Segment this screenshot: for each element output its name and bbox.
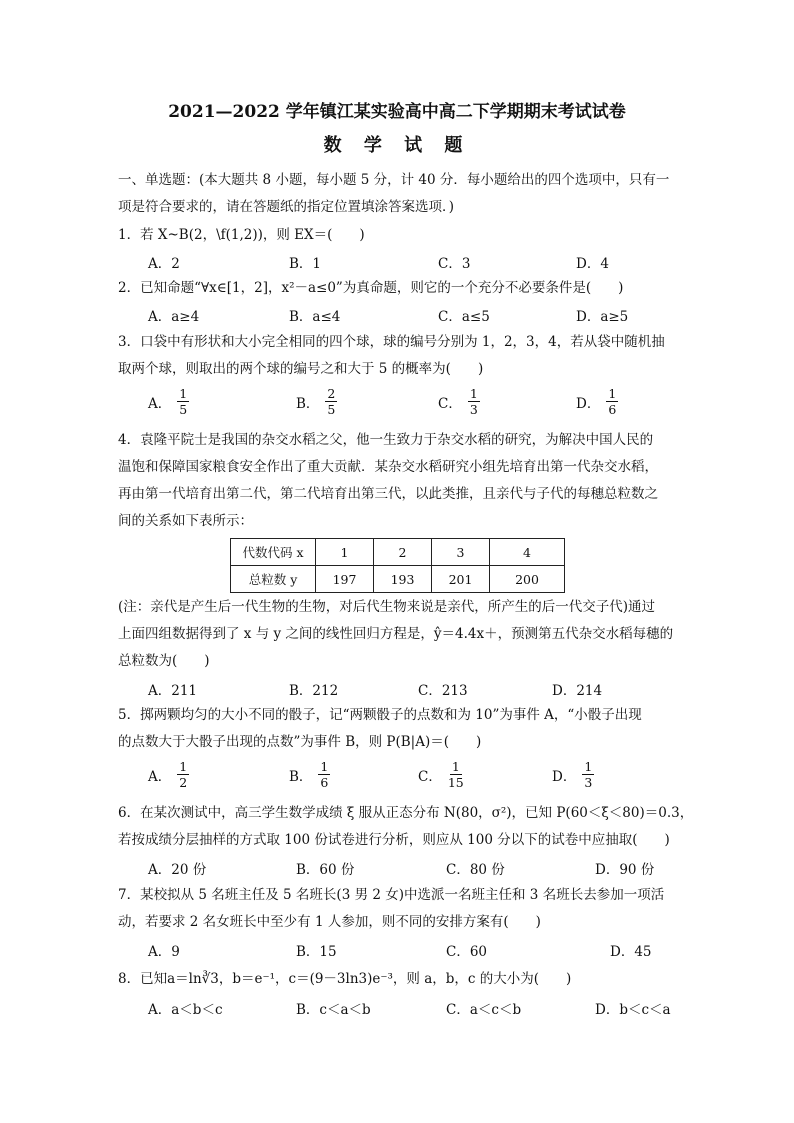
option-c: C．a＜c＜b xyxy=(446,1002,522,1018)
option-c xyxy=(438,386,480,417)
option-d: D．4 xyxy=(576,256,609,272)
fraction xyxy=(325,386,337,417)
option-a xyxy=(148,759,189,790)
data-table xyxy=(230,538,565,593)
option-a: A．a≥4 xyxy=(148,309,200,325)
denominator: 2 xyxy=(179,775,188,790)
question-4-stem: 温饱和保障国家粮食安全作出了重大贡献．某杂交水稻研究小组先培育出第一代杂交水稻， xyxy=(118,459,658,475)
denominator: 3 xyxy=(469,402,478,417)
option-a xyxy=(148,386,189,417)
option-c xyxy=(418,759,464,790)
table-cell: 1 xyxy=(316,539,374,566)
numerator: 1 xyxy=(320,759,329,774)
option-a: A．9 xyxy=(148,944,180,960)
table-cell: 201 xyxy=(432,566,490,593)
option-b: B．1 xyxy=(289,256,322,272)
table-header-cell: 代数代码 x xyxy=(231,539,316,566)
option-b: B．a≤4 xyxy=(289,309,341,325)
question-4-stem: 4．袁隆平院士是我国的杂交水稻之父，他一生致力于杂交水稻的研究，为解决中国人民的 xyxy=(118,432,654,448)
question-4-note: 上面四组数据得到了 x 与 y 之间的线性回归方程是，ŷ＝4.4x＋，预测第五代杂交水稻每穗的 xyxy=(118,626,674,642)
option-c: C．60 xyxy=(446,944,488,960)
question-4-options xyxy=(148,679,668,699)
question-3-stem: 取两个球，则取出的两个球的编号之和大于 5 的概率为( ) xyxy=(118,361,484,377)
fraction xyxy=(582,759,594,790)
option-d: D．45 xyxy=(610,944,652,960)
table-cell: 2 xyxy=(374,539,432,566)
option-d: D．b＜c＜a xyxy=(595,1002,671,1018)
question-3-stem: 3．口袋中有形状和大小完全相同的四个球，球的编号分别为 1，2，3，4，若从袋中随机抽 xyxy=(118,334,665,350)
option-label: B． xyxy=(296,395,320,412)
denominator: 6 xyxy=(608,402,617,417)
fraction xyxy=(177,759,189,790)
question-4-note: (注：亲代是产生后一代生物的生物，对后代生物来说是亲代，所产生的后一代交子代)通过 xyxy=(118,599,656,615)
question-6-stem: 若按成绩分层抽样的方式取 100 份试卷进行分析，则应从 100 分以下的试卷中应抽取( ) xyxy=(118,832,670,848)
fraction xyxy=(177,386,189,417)
option-a: A．a＜b＜c xyxy=(148,1002,223,1018)
option-a: A．20 份 xyxy=(148,862,207,878)
table-cell: 197 xyxy=(316,566,374,593)
denominator: 15 xyxy=(447,775,464,790)
option-a: A．211 xyxy=(148,683,198,699)
question-5-options xyxy=(148,759,668,799)
option-a: A．2 xyxy=(148,256,180,272)
option-c: C．3 xyxy=(438,256,471,272)
table-row xyxy=(231,539,565,566)
question-1-options xyxy=(148,252,668,272)
option-d: D．214 xyxy=(552,683,603,699)
option-label: C． xyxy=(438,395,462,412)
option-b: B．c＜a＜b xyxy=(296,1002,371,1018)
question-5-stem: 的点数大于大骰子出现的点数”为事件 B，则 P(B|A)＝( ) xyxy=(118,734,482,750)
numerator: 1 xyxy=(179,386,188,401)
fraction xyxy=(606,386,618,417)
option-d: D．a≥5 xyxy=(576,309,629,325)
fraction xyxy=(318,759,330,790)
table-cell: 193 xyxy=(374,566,432,593)
question-4-note: 总粒数为( ) xyxy=(118,653,210,669)
question-8-stem: 8．已知a＝ln∛3，b＝e⁻¹，c＝(9－3ln3)e⁻³，则 a，b，c 的大小为( ) xyxy=(118,971,572,987)
option-c: C．a≤5 xyxy=(438,309,490,325)
table-row xyxy=(231,566,565,593)
section-heading-line: 一、单选题：(本大题共 8 小题，每小题 5 分，计 40 分．每小题给出的四个选项中，只有一 xyxy=(118,172,670,188)
option-b: B．60 份 xyxy=(296,862,355,878)
table-header-cell: 总粒数 y xyxy=(231,566,316,593)
denominator: 5 xyxy=(179,402,188,417)
option-b: B．15 xyxy=(296,944,337,960)
option-b xyxy=(289,759,330,790)
exam-subtitle: 数 学 试 题 xyxy=(323,135,471,156)
option-c: C．213 xyxy=(418,683,468,699)
question-7-options xyxy=(148,940,668,960)
section-heading-line: 项是符合要求的，请在答题纸的指定位置填涂答案选项．) xyxy=(118,199,455,215)
question-6-stem: 6．在某次测试中，高三学生数学成绩 ξ 服从正态分布 N(80，σ²)，已知 P(60＜ξ＜80)＝0.3， xyxy=(118,805,694,821)
question-6-options xyxy=(148,858,668,878)
option-label: D． xyxy=(552,768,577,785)
question-7-stem: 动，若要求 2 名女班长中至少有 1 人参加，则不同的安排方案有( ) xyxy=(118,914,541,930)
option-d xyxy=(552,759,594,790)
table-cell: 3 xyxy=(432,539,490,566)
fraction xyxy=(448,759,464,790)
question-2-stem: 2．已知命题“∀x∈[1，2]，x²－a≤0”为真命题，则它的一个充分不必要条件是( ) xyxy=(118,280,624,296)
numerator: 1 xyxy=(608,386,617,401)
option-label: B． xyxy=(289,768,313,785)
question-2-options xyxy=(148,305,668,325)
denominator: 3 xyxy=(584,775,593,790)
option-c: C．80 份 xyxy=(446,862,505,878)
numerator: 1 xyxy=(179,759,188,774)
denominator: 6 xyxy=(320,775,329,790)
denominator: 5 xyxy=(327,402,336,417)
option-label: A． xyxy=(148,395,172,412)
numerator: 1 xyxy=(469,386,478,401)
option-d: D．90 份 xyxy=(595,862,655,878)
question-4-stem: 再由第一代培育出第二代，第二代培育出第三代，以此类推，且亲代与子代的每穗总粒数之 xyxy=(118,486,658,502)
option-b: B．212 xyxy=(289,683,339,699)
question-5-stem: 5．掷两颗均匀的大小不同的骰子，记“两颗骰子的点数和为 10”为事件 A，“小骰子出现 xyxy=(118,707,642,723)
option-label: A． xyxy=(148,768,172,785)
table-cell: 4 xyxy=(490,539,565,566)
numerator: 1 xyxy=(451,759,460,774)
option-d xyxy=(576,386,618,417)
table-cell: 200 xyxy=(490,566,565,593)
exam-title: 2021—2022 学年镇江某实验高中高二下学期期末考试试卷 xyxy=(168,102,626,122)
numerator: 1 xyxy=(584,759,593,774)
option-b xyxy=(296,386,337,417)
question-4-stem: 间的关系如下表所示： xyxy=(118,513,253,529)
option-label: C． xyxy=(418,768,442,785)
question-8-options xyxy=(148,998,671,1018)
question-7-stem: 7．某校拟从 5 名班主任及 5 名班长(3 男 2 女)中选派一名班主任和 3 名班长去参加一项活 xyxy=(118,887,665,903)
fraction xyxy=(468,386,480,417)
option-label: D． xyxy=(576,395,601,412)
question-1-stem: 1．若 X~B(2，\f(1,2))，则 EX＝( ) xyxy=(118,227,365,243)
question-3-options xyxy=(148,386,668,426)
numerator: 2 xyxy=(327,386,336,401)
